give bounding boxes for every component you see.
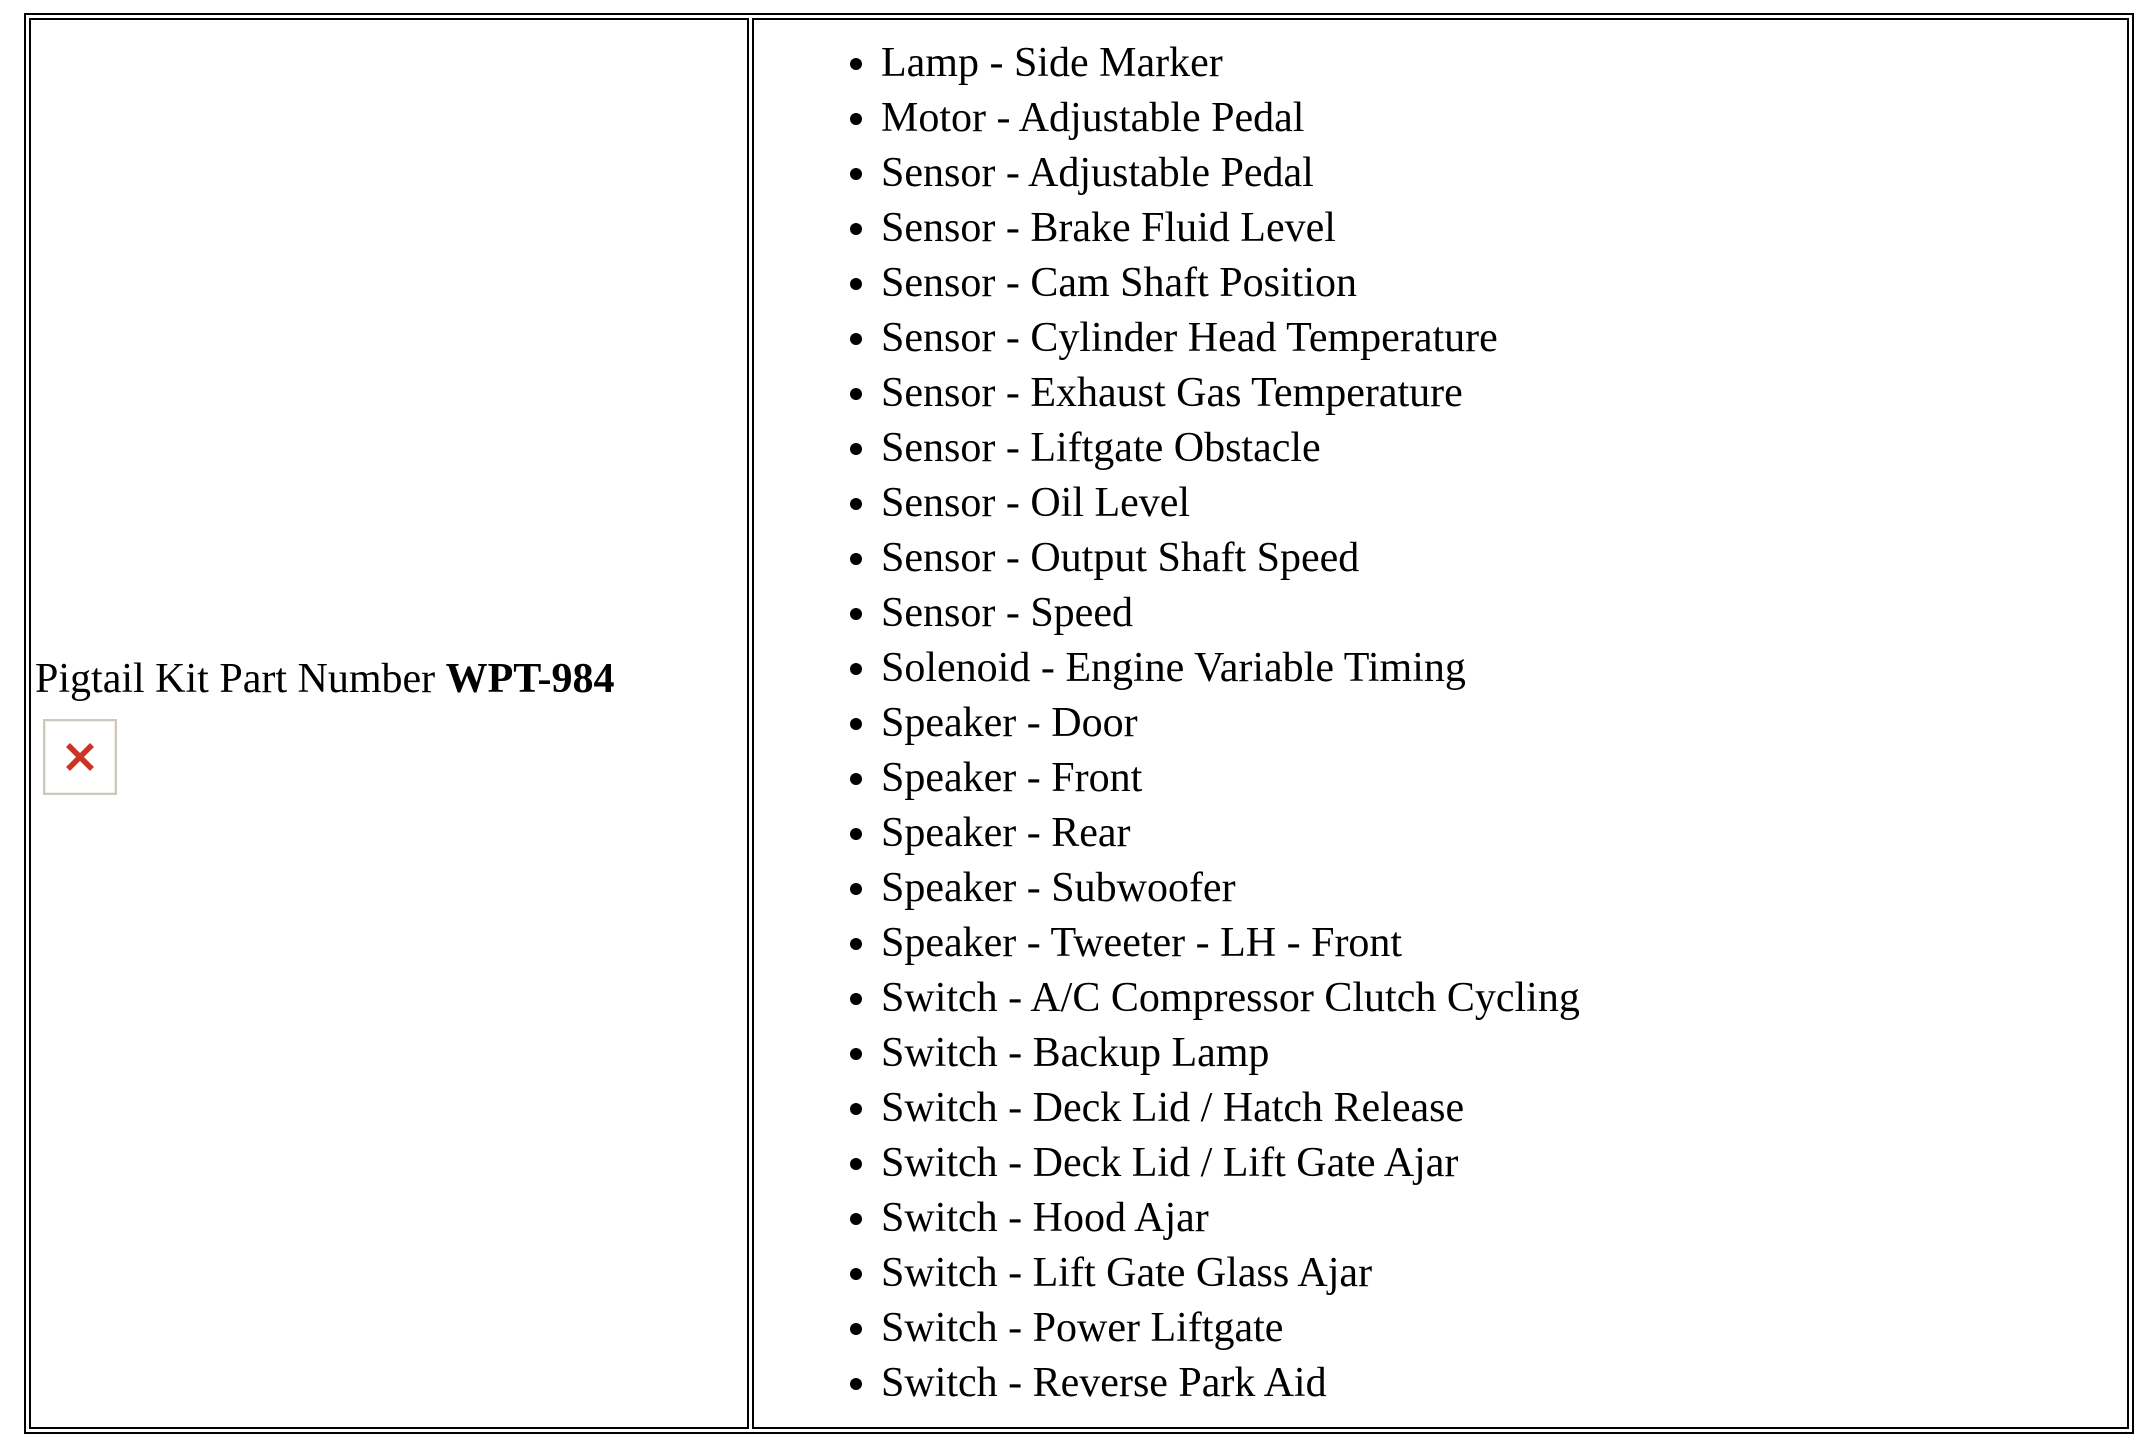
- application-list-item: • Sensor - Cylinder Head Temperature: [881, 311, 2127, 366]
- application-list-item: • Switch - Backup Lamp: [881, 1026, 2127, 1081]
- application-list-item: • Switch - Power Liftgate: [881, 1301, 2127, 1356]
- application-list-item: • Switch - Deck Lid / Lift Gate Ajar: [881, 1136, 2127, 1191]
- application-list-item: • Speaker - Rear: [881, 806, 2127, 861]
- application-list-item: • Motor - Adjustable Pedal: [881, 91, 2127, 146]
- application-list-item: • Speaker - Front: [881, 751, 2127, 806]
- table-row: [29, 18, 2129, 1429]
- part-number-value: WPT-984: [445, 656, 615, 702]
- application-list-item: • Switch - Hood Ajar: [881, 1191, 2127, 1246]
- broken-image-x-icon: [65, 742, 95, 772]
- part-number-label: Pigtail Kit Part Number: [35, 656, 446, 702]
- application-list-item: • Sensor - Adjustable Pedal: [881, 146, 2127, 201]
- application-list-item: • Switch - Reverse Park Aid: [881, 1356, 2127, 1411]
- part-number-line: [35, 652, 743, 707]
- application-list-item: • Switch - Deck Lid / Hatch Release: [881, 1081, 2127, 1136]
- application-list-item: • Sensor - Brake Fluid Level: [881, 201, 2127, 256]
- application-list-item: • Sensor - Exhaust Gas Temperature: [881, 366, 2127, 421]
- application-list-item: • Sensor - Oil Level: [881, 476, 2127, 531]
- application-list-item: • Sensor - Cam Shaft Position: [881, 256, 2127, 311]
- application-list-item: • Switch - A/C Compressor Clutch Cycling: [881, 971, 2127, 1026]
- application-list-item: • Lamp - Side Marker: [881, 36, 2127, 91]
- applications-cell: [752, 18, 2129, 1429]
- applications-list: [754, 36, 2127, 1411]
- application-list-item: • Switch - Lift Gate Glass Ajar: [881, 1246, 2127, 1301]
- pigtail-kit-table: [24, 13, 2134, 1434]
- application-list-item: • Solenoid - Engine Variable Timing: [881, 641, 2127, 696]
- application-list-item: • Speaker - Door: [881, 696, 2127, 751]
- broken-image-placeholder: [43, 719, 117, 795]
- application-list-item: • Sensor - Speed: [881, 586, 2127, 641]
- application-list-item: • Speaker - Tweeter - LH - Front: [881, 916, 2127, 971]
- part-number-cell: [29, 18, 749, 1429]
- application-list-item: • Sensor - Output Shaft Speed: [881, 531, 2127, 586]
- application-list-item: • Speaker - Subwoofer: [881, 861, 2127, 916]
- application-list-item: • Sensor - Liftgate Obstacle: [881, 421, 2127, 476]
